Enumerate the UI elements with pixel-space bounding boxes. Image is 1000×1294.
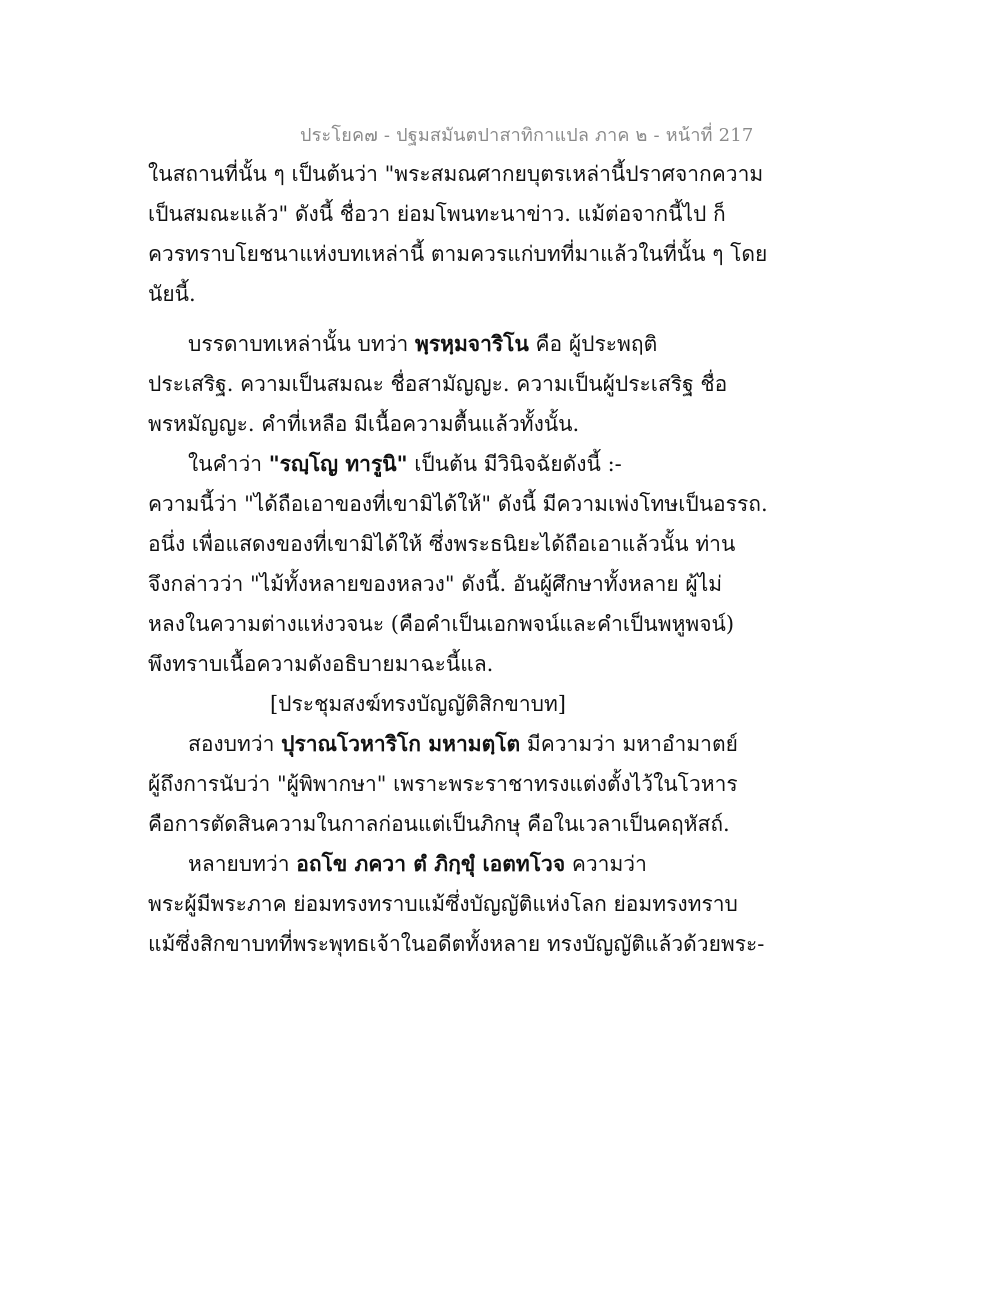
- pali-keyword: พฺรหฺมจาริโน: [415, 331, 529, 356]
- text-line: ในสถานที่นั้น ๆ เป็นต้นว่า "พระสมณศากยบุตรเหล่านี้ปราศจากความ: [148, 162, 764, 186]
- section-heading: [ประชุมสงฆ์ทรงบัญญัติสิกขาบท]: [269, 692, 566, 716]
- text-run: สองบทว่า: [188, 732, 282, 756]
- text-line: นัยนี้.: [148, 282, 196, 306]
- text-run: ในคำว่า: [188, 452, 269, 476]
- text-line: จึงกล่าวว่า "ไม้ทั้งหลายของหลวง" ดังนี้. อันผู้ศึกษาทั้งหลาย ผู้ไม่: [148, 572, 723, 596]
- text-line: ประเสริฐ. ความเป็นสมณะ ชื่อสามัญญะ. ความเป็นผู้ประเสริฐ ชื่อ: [148, 372, 728, 396]
- text-line: พระผู้มีพระภาค ย่อมทรงทราบแม้ซึ่งบัญญัติแห่งโลก ย่อมทรงทราบ: [148, 892, 738, 916]
- text-line: ผู้ถึงการนับว่า "ผู้พิพากษา" เพราะพระราชาทรงแต่งตั้งไว้ในโวหาร: [148, 772, 738, 796]
- text-run: ความว่า: [565, 852, 647, 876]
- text-line: [148, 446, 708, 486]
- paragraph-2: [148, 326, 728, 446]
- text-line: เป็นสมณะแล้ว" ดังนี้ ชื่อวา ย่อมโพนทะนาข่าว. แม้ต่อจากนี้ไป ก็: [148, 202, 726, 226]
- text-line: ความนี้ว่า "ได้ถือเอาของที่เขามิได้ให้" ดังนี้ มีความเพ่งโทษเป็นอรรถ.: [148, 492, 768, 516]
- text-line: แม้ซึ่งสิกขาบทที่พระพุทธเจ้าในอดีตทั้งหลาย ทรงบัญญัติแล้วด้วยพระ-: [148, 932, 765, 956]
- paragraph-4: [148, 726, 738, 846]
- text-line: อนึ่ง เพื่อแสดงของที่เขามิได้ให้ ซึ่งพระธนิยะได้ถือเอาแล้วนั้น ท่าน: [148, 532, 736, 556]
- pali-keyword: อถโข ภควา ตํ ภิกฺขุํ เอตทโวจ: [296, 851, 566, 876]
- text-line: พึงทราบเนื้อความดังอธิบายมาฉะนี้แล.: [148, 652, 494, 676]
- paragraph-5: [148, 846, 765, 966]
- text-run: บรรดาบทเหล่านั้น บทว่า: [188, 332, 415, 356]
- pali-keyword: "รญฺโญ ทารูนิ": [268, 451, 408, 476]
- text-line: [148, 846, 708, 886]
- paragraph-1: [148, 156, 768, 316]
- text-run: เป็นต้น มีวินิจฉัยดังนี้ :-: [407, 452, 622, 476]
- text-line: พรหมัญญะ. คำที่เหลือ มีเนื้อความตื้นแล้วทั้งนั้น.: [148, 412, 580, 436]
- text-line: [148, 726, 738, 766]
- text-line: [148, 326, 708, 366]
- running-header: ประโยค๗ - ปฐมสมันตปาสาทิกาแปล ภาค ๒ - หน้าที่ 217: [300, 125, 754, 146]
- body-text: [148, 156, 768, 966]
- paragraph-3: [148, 446, 768, 686]
- text-line: คือการตัดสินความในกาลก่อนแต่เป็นภิกษุ คือในเวลาเป็นคฤหัสถ์.: [148, 812, 730, 836]
- pali-keyword: ปุราณโวหาริโก มหามตฺโต: [281, 731, 521, 756]
- text-run: หลายบทว่า: [188, 852, 297, 876]
- text-run: คือ ผู้ประพฤติ: [528, 332, 658, 356]
- text-run: มีความว่า มหาอำมาตย์: [520, 732, 738, 756]
- text-line: ควรทราบโยชนาแห่งบทเหล่านี้ ตามควรแก่บทที่มาแล้วในที่นั้น ๆ โดย: [148, 242, 768, 266]
- text-line: หลงในความต่างแห่งวจนะ (คือคำเป็นเอกพจน์และคำเป็นพหูพจน์): [148, 612, 735, 636]
